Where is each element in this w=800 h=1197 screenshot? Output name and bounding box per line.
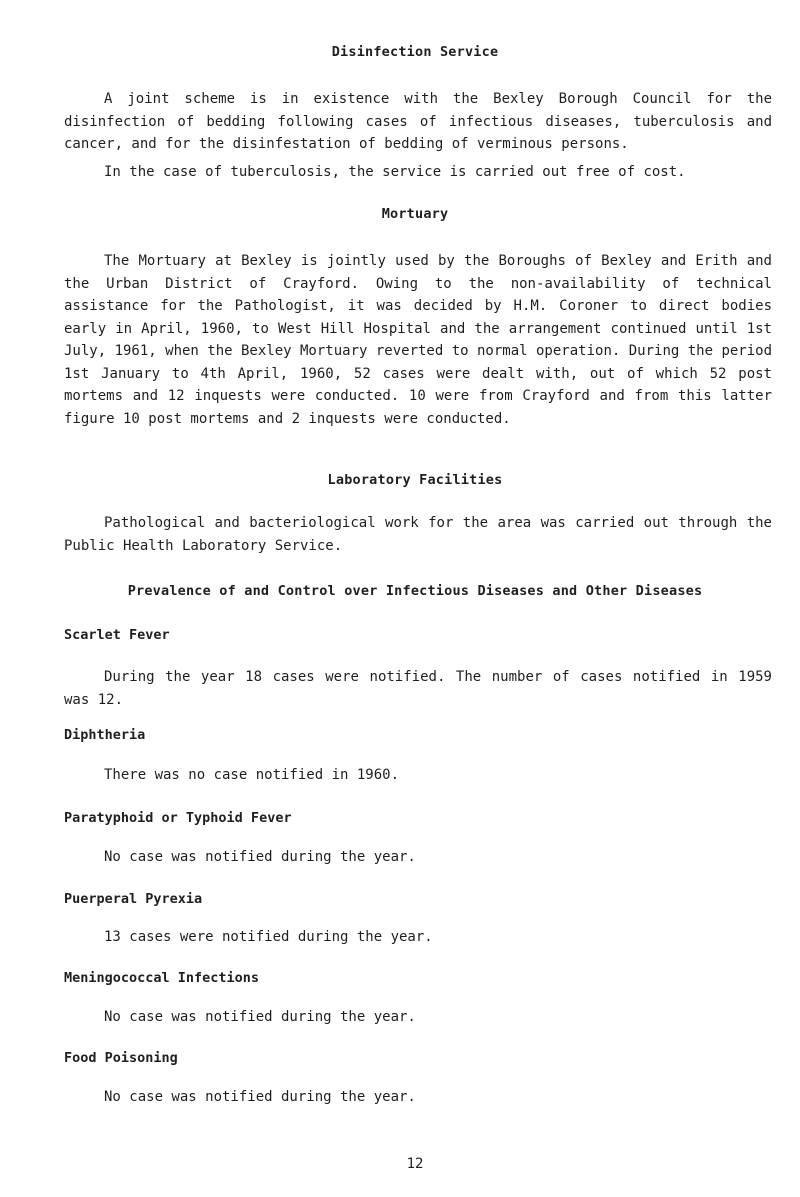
laboratory-heading: Laboratory Facilities <box>327 472 503 488</box>
scarlet-fever-text: During the year 18 cases were notified. The number of cases notified in 1959 was 12. <box>64 669 772 708</box>
puerperal-pyrexia-heading: Puerperal Pyrexia <box>64 891 203 907</box>
typhoid-text: No case was notified during the year. <box>104 849 416 865</box>
page-number: 12 <box>406 1156 424 1172</box>
mortuary-paragraph: The Mortuary at Bexley is jointly used by the Boroughs of Bexley and Erith and the Urban District of Crayford. Owing to the non-availability of technical assistance for the Pathologist, it was decided by H.M. Coroner to direct bodies early in April, 1960, to West Hill Hospital and the arrangement continued until 1st July, 1961, when the Bexley Mortuary reverted to normal operation. During the period 1st January to 4th April, 1960, 52 cases were dealt with, out of which 52 post mortems and 12 inquests were conducted. 10 were from Crayford and from this latter figure 10 post mortems and 2 inquests were conducted. <box>64 253 773 427</box>
puerperal-pyrexia-text: 13 cases were notified during the year. <box>104 929 433 945</box>
disinfection-paragraph: A joint scheme is in existence with the Bexley Borough Council for the disinfection of bedding following cases of infectious diseases, tuberculosis and cancer, and for the disinfestation of bedding of verminous persons. <box>64 91 772 152</box>
food-poisoning-heading: Food Poisoning <box>64 1050 178 1066</box>
disinfection-heading: Disinfection Service <box>331 44 499 60</box>
laboratory-paragraph: Pathological and bacteriological work for the area was carried out through the Public Health Laboratory Service. <box>64 515 772 554</box>
meningococcal-text: No case was notified during the year. <box>104 1009 416 1025</box>
tuberculosis-paragraph: In the case of tuberculosis, the service is carried out free of cost. <box>104 164 686 180</box>
typhoid-heading: Paratyphoid or Typhoid Fever <box>64 810 292 826</box>
diphtheria-text: There was no case notified in 1960. <box>104 767 400 783</box>
food-poisoning-text: No case was notified during the year. <box>104 1089 416 1105</box>
mortuary-heading: Mortuary <box>381 206 449 222</box>
prevalence-heading: Prevalence of and Control over Infectious Diseases and Other Diseases <box>127 583 703 599</box>
scarlet-fever-heading: Scarlet Fever <box>64 627 170 643</box>
diphtheria-heading: Diphtheria <box>64 727 146 743</box>
meningococcal-heading: Meningococcal Infections <box>64 970 260 986</box>
